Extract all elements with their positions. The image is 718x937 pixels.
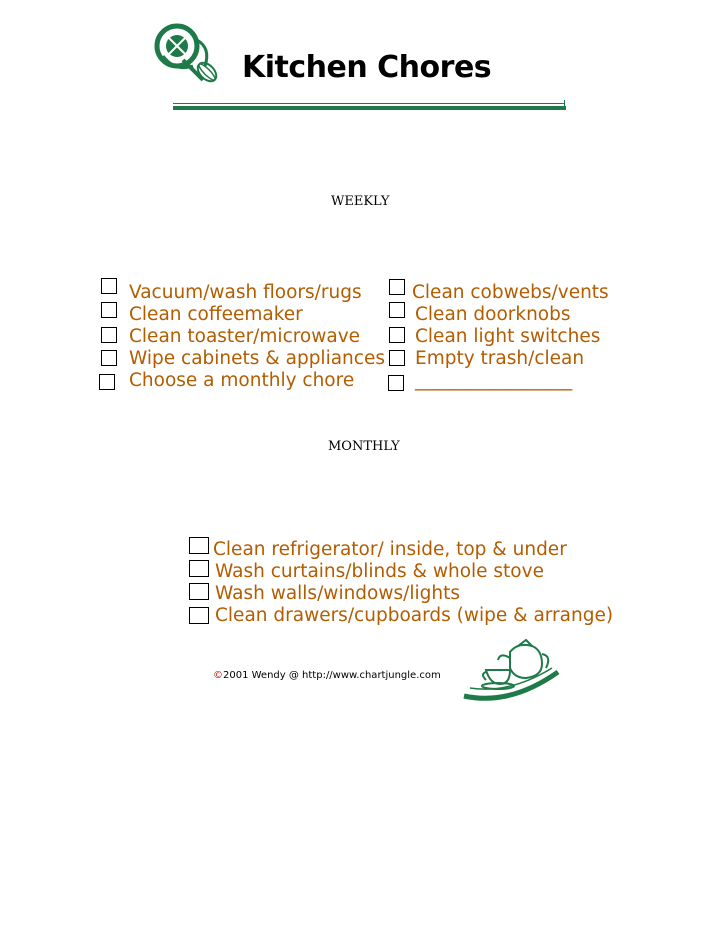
- checkbox[interactable]: [101, 302, 117, 318]
- weekly-heading: WEEKLY: [331, 194, 390, 209]
- checkbox[interactable]: [101, 327, 117, 343]
- chore-label: Empty trash/clean: [415, 348, 585, 369]
- checkbox[interactable]: [388, 375, 404, 391]
- checkbox[interactable]: [389, 350, 405, 366]
- title-underline-thick: [173, 106, 566, 110]
- checkbox[interactable]: [189, 560, 209, 577]
- chore-label: Wash walls/windows/lights: [215, 583, 461, 604]
- chore-label: Wash curtains/blinds & whole stove: [215, 561, 544, 582]
- copyright-symbol: ©: [213, 670, 223, 681]
- chore-label: _________________: [415, 370, 573, 391]
- checkbox[interactable]: [101, 350, 117, 366]
- chore-label: Wipe cabinets & appliances: [129, 348, 385, 369]
- checkbox[interactable]: [389, 302, 405, 318]
- chore-label: Vacuum/wash floors/rugs: [129, 282, 362, 303]
- chore-label: Clean light switches: [415, 326, 601, 347]
- chore-label: Clean coffeemaker: [129, 304, 303, 325]
- credit-text: 2001 Wendy @ http://www.chartjungle.com: [223, 670, 441, 681]
- teapot-and-cup-icon: [460, 636, 562, 702]
- chore-label: Clean cobwebs/vents: [412, 282, 609, 303]
- whisk-and-fork-icon: [153, 22, 219, 86]
- checkbox[interactable]: [389, 327, 405, 343]
- checkbox[interactable]: [189, 607, 209, 624]
- page-title: Kitchen Chores: [242, 50, 492, 85]
- checkbox[interactable]: [101, 278, 117, 294]
- chore-label: Choose a monthly chore: [129, 370, 355, 391]
- chore-label: Clean drawers/cupboards (wipe & arrange): [215, 605, 614, 626]
- checkbox[interactable]: [99, 374, 115, 390]
- chore-label: Clean refrigerator/ inside, top & under: [213, 539, 567, 560]
- title-underline-tick: [564, 100, 565, 106]
- checkbox[interactable]: [189, 583, 209, 600]
- checkbox[interactable]: [189, 537, 209, 554]
- copyright-credit: [213, 670, 441, 681]
- chore-label: Clean toaster/microwave: [129, 326, 361, 347]
- checkbox[interactable]: [389, 279, 405, 295]
- chore-label: Clean doorknobs: [415, 304, 571, 325]
- monthly-heading: MONTHLY: [328, 439, 400, 454]
- title-underline-thin: [173, 103, 565, 104]
